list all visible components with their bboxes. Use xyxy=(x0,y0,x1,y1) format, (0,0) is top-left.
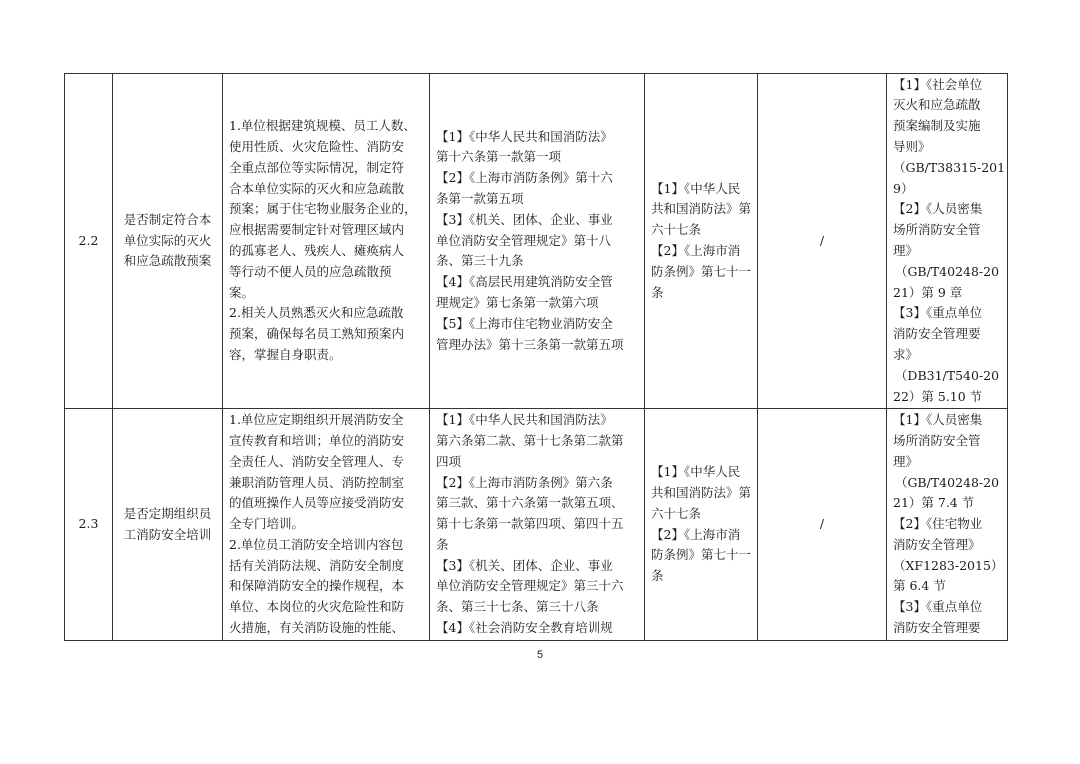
legal-basis-line: 【4】《高层民用建筑消防安全管 xyxy=(436,274,613,290)
legal-basis-line: 条第一款第五项 xyxy=(436,191,524,206)
standard-line: 求》 xyxy=(893,346,919,362)
standard-line: （XF1283-2015） xyxy=(893,557,1004,573)
requirement-line: 全重点部位等实际情况，制定符 xyxy=(229,159,405,175)
legal-basis-line: 【3】《机关、团体、企业、事业 xyxy=(436,557,613,573)
standard-line: （GB/T38315-201 xyxy=(893,159,1006,175)
regulation-table xyxy=(64,73,1008,641)
penalty-basis-line: 【2】《上海市消 xyxy=(651,526,741,542)
legal-basis-line: 第十六条第一款第一项 xyxy=(436,149,562,165)
penalty-basis-cell xyxy=(645,74,758,409)
penalty-basis-line: 共和国消防法》第 xyxy=(651,201,752,217)
check-item-line: 是否制定符合本 xyxy=(123,211,212,227)
requirement-line: 应根据需要制定针对管理区域内 xyxy=(229,222,405,238)
legal-basis-cell xyxy=(430,409,645,641)
requirement-line: 使用性质、火灾危险性、消防安 xyxy=(229,139,405,155)
legal-basis-line: 条、第三十七条、第三十八条 xyxy=(436,599,599,615)
legal-basis-line: 第六条第二款、第十七条第二款第 xyxy=(436,432,624,448)
legal-basis-line: 第三款、第十六条第一款第五项、 xyxy=(436,495,624,511)
penalty-basis-line: 六十七条 xyxy=(651,222,702,238)
check-item-cell xyxy=(113,409,223,641)
legal-basis-line: 【1】《中华人民共和国消防法》 xyxy=(436,412,613,428)
standard-line: 消防安全管理》 xyxy=(893,536,981,552)
penalty-basis-line: 防条例》第七十一 xyxy=(651,263,752,279)
penalty-basis-line: 条 xyxy=(651,284,664,300)
standard-line: （GB/T40248-20 xyxy=(894,474,1000,490)
legal-basis-line: 理规定》第七条第一款第六项 xyxy=(436,294,599,310)
requirement-line: 的值班操作人员等应接受消防安 xyxy=(229,495,405,511)
standards-cell xyxy=(887,409,1008,641)
legal-basis-line: 管理办法》第十三条第一款第五项 xyxy=(436,336,624,352)
legal-basis-cell xyxy=(430,74,645,409)
check-item-line: 是否定期组织员 xyxy=(123,505,212,521)
standard-line: 消防安全管理要 xyxy=(893,326,981,342)
requirement-line: 预案，确保每名员工熟知预案内 xyxy=(229,326,405,342)
penalty-basis-line: 【1】《中华人民 xyxy=(651,180,741,196)
requirements-cell xyxy=(223,409,430,641)
legal-basis-line: 【1】《中华人民共和国消防法》 xyxy=(436,128,613,144)
check-item-line: 工消防安全培训 xyxy=(123,526,212,542)
item-number: 2.3 xyxy=(78,516,99,532)
legal-basis-line: 单位消防安全管理规定》第十八 xyxy=(436,232,612,248)
standard-line: 场所消防安全管 xyxy=(893,432,981,448)
standard-line: 21）第 9 章 xyxy=(893,284,963,300)
penalty-basis-line: 条 xyxy=(651,568,664,584)
requirement-line: 和保障消防安全的操作规程，本 xyxy=(229,578,405,594)
penalty-basis-line: 共和国消防法》第 xyxy=(651,484,752,500)
check-item-line: 和应急疏散预案 xyxy=(123,253,212,269)
discretion-value: / xyxy=(819,232,825,248)
item-number-cell xyxy=(65,74,113,409)
standard-line: 【1】《人员密集 xyxy=(893,412,983,428)
requirement-line: 宣传教育和培训；单位的消防安 xyxy=(229,432,405,448)
legal-basis-line: 条、第三十九条 xyxy=(436,253,524,269)
legal-basis-line: 【2】《上海市消防条例》第十六 xyxy=(436,170,613,186)
requirement-line: 单位、本岗位的火灾危险性和防 xyxy=(229,599,405,615)
standard-line: 9） xyxy=(893,180,914,196)
standards-cell xyxy=(887,74,1008,409)
standard-line: 理》 xyxy=(893,243,919,258)
legal-basis-line: 【2】《上海市消防条例》第六条 xyxy=(436,474,613,490)
standard-line: 导则》 xyxy=(893,139,931,155)
legal-basis-line: 【3】《机关、团体、企业、事业 xyxy=(436,211,613,227)
legal-basis-line: 四项 xyxy=(436,453,462,469)
legal-basis-line: 【5】《上海市住宅物业消防安全 xyxy=(436,315,613,331)
standard-line: 【3】《重点单位 xyxy=(893,305,983,321)
check-item-line: 单位实际的灭火 xyxy=(123,232,212,248)
legal-basis-line: 单位消防安全管理规定》第三十六 xyxy=(436,578,624,594)
requirement-line: 全责任人、消防安全管理人、专 xyxy=(229,453,405,469)
standard-line: 灭火和应急疏散 xyxy=(893,97,981,113)
legal-basis-line: 【4】《社会消防安全教育培训规 xyxy=(436,620,613,636)
requirement-line: 容，掌握自身职责。 xyxy=(229,346,342,362)
standard-line: 预案编制及实施 xyxy=(893,118,981,134)
requirement-line: 2.相关人员熟悉灭火和应急疏散 xyxy=(229,305,404,321)
standard-line: 【2】《住宅物业 xyxy=(893,516,983,532)
penalty-basis-line: 【1】《中华人民 xyxy=(651,464,741,480)
standard-line: 21）第 7.4 节 xyxy=(893,495,975,511)
requirement-line: 兼职消防管理人员、消防控制室 xyxy=(229,474,405,490)
discretion-cell xyxy=(758,409,887,641)
standard-line: 22）第 5.10 节 xyxy=(893,388,983,404)
standard-line: 场所消防安全管 xyxy=(893,222,981,238)
standard-line: 第 6.4 节 xyxy=(893,578,946,594)
penalty-basis-cell xyxy=(645,409,758,641)
penalty-basis-line: 【2】《上海市消 xyxy=(651,243,741,258)
page-number: 5 xyxy=(536,649,544,661)
discretion-cell xyxy=(758,74,887,409)
requirement-line: 1.单位根据建筑规模、员工人数、 xyxy=(229,118,416,134)
penalty-basis-line: 防条例》第七十一 xyxy=(651,547,752,563)
penalty-basis-line: 六十七条 xyxy=(651,505,702,521)
requirement-line: 2.单位员工消防安全培训内容包 xyxy=(229,536,404,552)
requirement-line: 案。 xyxy=(229,284,255,300)
requirement-line: 等行动不便人员的应急疏散预 xyxy=(229,263,392,279)
standard-line: 【1】《社会单位 xyxy=(893,76,983,92)
requirement-line: 1.单位应定期组织开展消防安全 xyxy=(229,412,404,428)
check-item-cell xyxy=(113,74,223,409)
item-number-cell xyxy=(65,409,113,641)
requirement-line: 全专门培训。 xyxy=(229,516,305,532)
requirement-line: 的孤寡老人、残疾人、瘫痪病人 xyxy=(229,243,405,258)
legal-basis-line: 条 xyxy=(436,536,449,552)
requirement-line: 括有关消防法规、消防安全制度 xyxy=(229,557,405,573)
requirement-line: 预案；属于住宅物业服务企业的， xyxy=(229,201,417,217)
discretion-value: / xyxy=(819,516,825,532)
requirements-cell xyxy=(223,74,430,409)
requirement-line: 火措施，有关消防设施的性能、 xyxy=(229,620,405,636)
table-row-2-3 xyxy=(65,409,1008,641)
standard-line: 【3】《重点单位 xyxy=(893,599,983,615)
standard-line: 【2】《人员密集 xyxy=(893,201,983,217)
standard-line: （DB31/T540-20 xyxy=(894,367,1000,383)
item-number: 2.2 xyxy=(78,232,99,248)
requirement-line: 合本单位实际的灭火和应急疏散 xyxy=(229,180,405,196)
legal-basis-line: 第十七条第一款第四项、第四十五 xyxy=(436,516,624,532)
standard-line: 消防安全管理要 xyxy=(893,620,981,636)
standard-line: （GB/T40248-20 xyxy=(894,263,1000,279)
table-row-2-2 xyxy=(65,74,1008,409)
standard-line: 理》 xyxy=(893,453,919,469)
